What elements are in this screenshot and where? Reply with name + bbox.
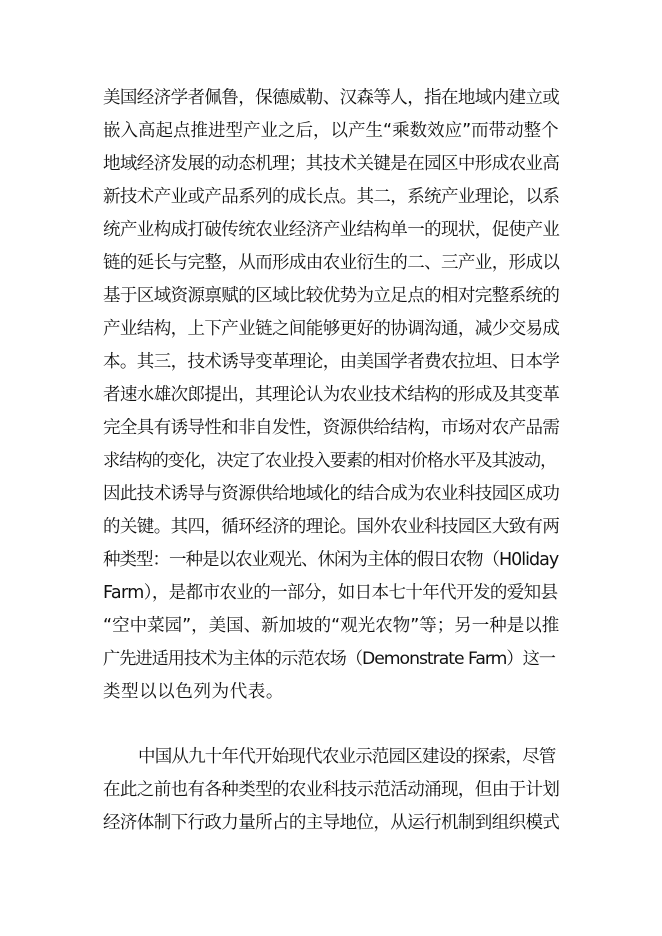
text-line: 求结构的变化，决定了农业投入要素的相对价格水平及其波动， [103, 451, 557, 471]
text-line: “空中菜园”，美国、新加坡的“观光农物”等；另一种是以推 [103, 616, 560, 636]
text-line: 经济体制下行政力量所占的主导地位，从运行机制到组织模式 [103, 813, 560, 833]
text-line: 的关键。其四，循环经济的理论。国外农业科技园区大致有两 [103, 517, 560, 537]
text-line: 种类型：一种是以农业观光、休闲为主体的假日农物（H0liday [103, 550, 559, 570]
text-line: 基于区域资源禀赋的区域比较优势为立足点的相对完整系统的 [103, 286, 560, 306]
text-line: 完全具有诱导性和非自发性，资源供给结构，市场对农产品需 [103, 418, 560, 438]
text-line: 因此技术诱导与资源供给地域化的结合成为农业科技园区成功 [103, 484, 560, 504]
text-line: 新技术产业或产品系列的成长点。其二，系统产业理论，以系 [103, 187, 560, 207]
text-line: 产业结构，上下产业链之间能够更好的协调沟通，减少交易成 [103, 319, 560, 339]
text-line: 者速水雄次郎提出，其理论认为农业技术结构的形成及其变革 [103, 385, 560, 405]
text-line: 链的延长与完整，从而形成由农业衍生的二、三产业，形成以 [103, 253, 560, 273]
text-line: 类型以以色列为代表。 [103, 682, 284, 702]
text-line: 广先进适用技术为主体的示范农场（Demonstrate Farm）这一 [103, 649, 555, 669]
text-line: 统产业构成打破传统农业经济产业结构单一的现状，促使产业 [103, 220, 560, 240]
text-line: 地域经济发展的动态机理；其技术关键是在园区中形成农业高 [103, 154, 560, 174]
text-line: 嵌入高起点推进型产业之后，以产生“乘数效应”而带动整个 [103, 121, 559, 141]
text-line: 在此之前也有各种类型的农业科技示范活动涌现，但由于计划 [103, 780, 560, 800]
text-line: 美国经济学者佩鲁，保德威勒、汉森等人，指在地域内建立或 [103, 88, 560, 108]
paragraph-first-line: 中国从九十年代开始现代农业示范园区建设的探索，尽管 [138, 747, 556, 767]
text-line: Farm），是都市农业的一部分，如日本七十年代开发的爱知县 [103, 583, 558, 603]
text-line: 本。其三，技术诱导变革理论，由美国学者费农拉坦、日本学 [103, 352, 560, 372]
